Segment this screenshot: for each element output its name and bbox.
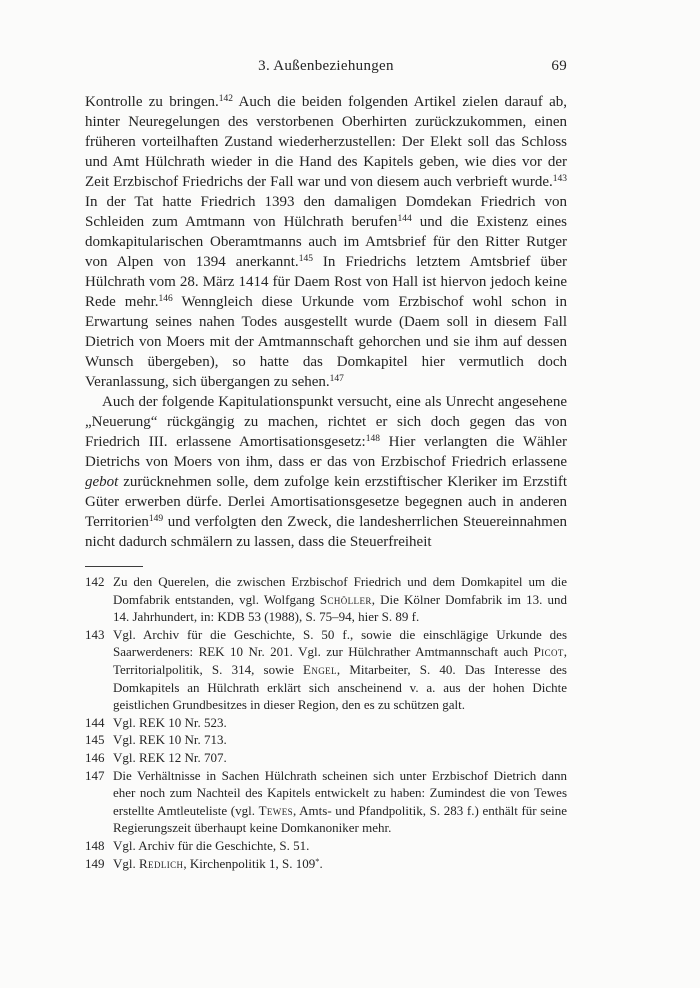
text-run: Zu den Querelen, die zwischen Erzbischof Friedrich und dem Domkapitel um die Domfabrik entstanden, vgl. Wolfgang — [113, 574, 567, 607]
text-run: zurücknehmen solle, dem zufolge kein erzstiftischer Kleriker im Erzstift Güter erwerben dürfe. Derlei Amortisationsgesetze begegnen auch in anderen Territorien — [85, 474, 567, 530]
chapter-title: 3. Außenbeziehungen — [258, 58, 394, 74]
footnote — [85, 714, 567, 732]
author-name-smallcaps: Picot — [533, 644, 564, 660]
footnote-number: 147 — [85, 767, 105, 783]
footnote-ref: 145 — [298, 254, 313, 264]
paragraph — [85, 392, 567, 552]
footnote-text — [113, 767, 567, 837]
footnote-text — [113, 714, 567, 732]
footnote — [85, 749, 567, 767]
footnote-ref: 144 — [397, 214, 412, 224]
text-run: Vgl. Archiv für die Geschichte, S. 50 f., sowie die einschlägige Urkunde des Saarwerdeners: REK 10 Nr. 201. Vgl. zur Hülchrather Amtmannschaft auch — [113, 626, 567, 660]
footnote — [85, 767, 567, 837]
text-run: Vgl. REK 12 Nr. 707. — [113, 749, 227, 765]
text-run: Vgl. Archiv für die Geschichte, S. 51. — [113, 837, 310, 853]
author-name-smallcaps: Engel — [303, 661, 337, 677]
footnote-ref: * — [315, 855, 320, 866]
footnote-separator — [85, 566, 143, 567]
text-run: In Friedrichs letztem Amtsbrief über Hülchrath vom 28. März 1414 für Daem Rost von Hall ist hiervon jedoch keine Rede mehr. — [85, 254, 567, 310]
text-run: Vgl. REK 10 Nr. 713. — [113, 732, 227, 748]
footnote-number: 143 — [85, 626, 105, 642]
text-run: , Territorialpolitik, S. 314, sowie — [113, 644, 567, 677]
footnote — [85, 731, 567, 749]
footnote-number: 146 — [85, 749, 105, 765]
footnote-number: 149 — [85, 855, 105, 871]
footnote — [85, 626, 567, 714]
page-number: 69 — [551, 58, 567, 74]
footnote — [85, 837, 567, 855]
text-run: In der Tat hatte Friedrich 1393 den damaligen Domdekan Friedrich von Schleiden zum Amtmann von Hülchrath berufen — [85, 194, 567, 230]
text-run: , Kirchenpolitik 1, S. 109 — [183, 855, 316, 871]
running-header — [85, 58, 567, 78]
footnote-ref: 142 — [218, 94, 234, 104]
footnote-ref: 146 — [158, 294, 173, 304]
footnote-text — [113, 837, 567, 855]
text-run: und verfolgten den Zweck, die landesherrlichen Steuereinnahmen nicht dadurch schmälern zu lassen, dass die Steuerfreiheit — [85, 514, 567, 550]
footnote-text — [113, 749, 567, 767]
footnote-block — [85, 573, 567, 872]
footnote-text — [113, 731, 567, 749]
footnote — [85, 573, 567, 626]
text-run: Auch die beiden folgenden Artikel zielen darauf ab, hinter Neuregelungen des verstorbenen Oberhirten zurückzukommen, einen früheren vorteilhaften Zustand wiederherzustellen: Der Elekt soll das Schloss und Amt Hülchrath wieder in die Hand des Kapitels geben, wie dies vor der Zeit Erzbischof Friedrichs der Fall war und von diesem auch verbrieft wurde. — [85, 94, 567, 190]
paragraph — [85, 92, 567, 392]
text-run: Wenngleich diese Urkunde vom Erzbischof wohl schon in Erwartung seines nahen Todes ausgestellt wurde (Daem soll in diesem Fall Dietrich von Moers mit der Amtmannschaft gehorchen und sie ihm auf dessen Wunsch übergeben), so hatte das Domkapitel hier vermutlich doch Veranlassung, sich übergangen zu sehen. — [85, 294, 567, 390]
text-run: Hier verlangten die Wähler Dietrichs von Moers von ihm, dass er das von Erzbischof Friedrich erlassene — [85, 434, 567, 470]
author-name-smallcaps: Tewes — [258, 802, 293, 818]
italic-term: gebot — [85, 474, 119, 490]
footnote-number: 148 — [85, 837, 105, 853]
author-name-smallcaps: Schöller — [319, 591, 372, 607]
footnote-text — [113, 855, 567, 873]
text-run: , Mitarbeiter, S. 40. Das Interesse des Domkapitels an Hülchrath erklärt sich anscheinend v. a. aus der hohen Dichte geistlichen Grundbesitzes in dieser Region, den es zu schützen galt. — [113, 661, 567, 713]
text-run: und die Existenz eines domkapitularischen Oberamtmanns auch im Amtsbrief für den Ritter Rutger von Alpen von 1394 anerkannt. — [85, 214, 567, 270]
footnote-number: 145 — [85, 732, 105, 748]
text-run: , Amts- und Pfandpolitik, S. 283 f.) enthält für seine Regierungszeit überhaupt keine Domkanoniker mehr. — [113, 802, 567, 836]
footnote-ref: 143 — [552, 174, 567, 184]
body-text — [85, 92, 567, 552]
footnote — [85, 855, 567, 873]
footnote-ref: 147 — [329, 374, 344, 384]
footnote-text — [113, 573, 567, 626]
text-run: Kontrolle zu bringen. — [85, 94, 219, 110]
footnote-text — [113, 626, 567, 714]
text-run: Auch der folgende Kapitulationspunkt versucht, eine als Unrecht angesehene „Neuerung“ rückgängig zu machen, richtet er sich doch gegen das von Friedrich III. erlassene Amortisationsgesetz: — [85, 394, 567, 450]
text-run: . — [319, 855, 323, 871]
footnote-number: 144 — [85, 714, 105, 730]
text-run: Vgl. REK 10 Nr. 523. — [113, 714, 227, 730]
author-name-smallcaps: Redlich — [139, 855, 184, 871]
text-run: Die Verhältnisse in Sachen Hülchrath scheinen sich unter Erzbischof Dietrich dann eher noch zum Nachteil des Kapitels entwickelt zu haben: Zumindest die von Tewes erstellte Amtleuteliste (vgl. — [113, 767, 567, 818]
footnote-ref: 148 — [365, 434, 380, 444]
footnote-ref: 149 — [148, 514, 164, 524]
text-run: Vgl. — [113, 855, 139, 871]
text-run: , Die Kölner Domfabrik im 13. und 14. Jahrhundert, in: KDB 53 (1988), S. 75–94, hier S. 89 f. — [113, 591, 567, 625]
footnote-number: 142 — [85, 574, 105, 589]
